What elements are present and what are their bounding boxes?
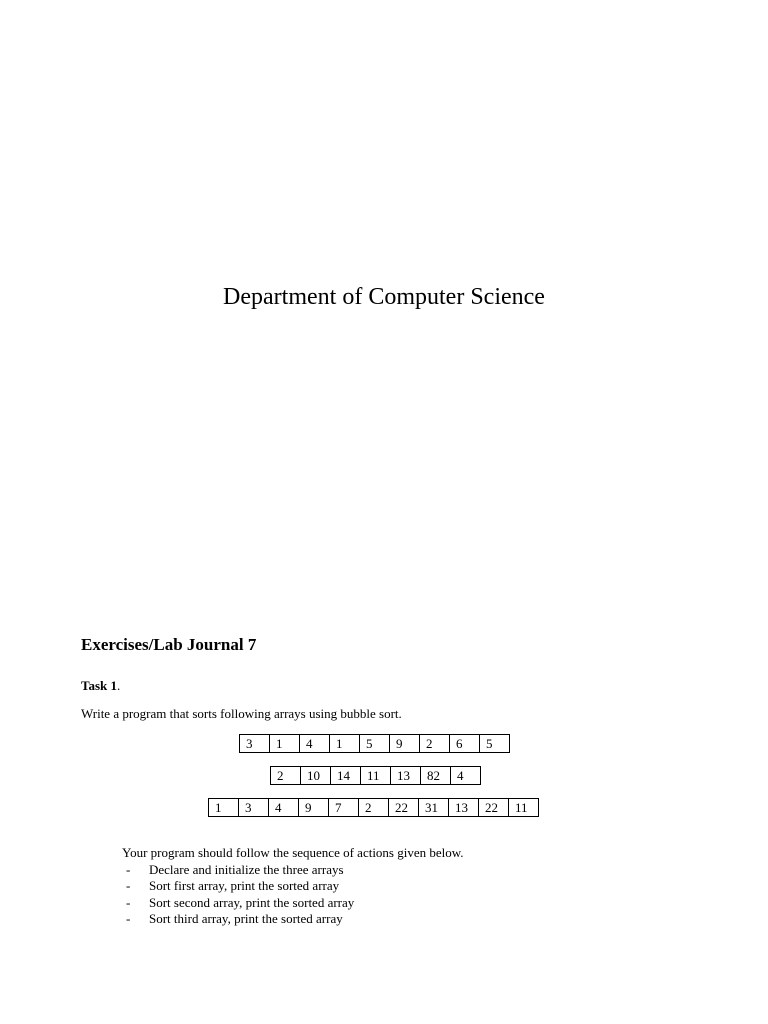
page-title: Department of Computer Science [223, 284, 545, 310]
instruction-step [126, 911, 464, 928]
array-cell: 6 [449, 734, 480, 753]
array-cell: 11 [508, 798, 539, 817]
array-cell: 3 [238, 798, 269, 817]
array-cell: 4 [450, 766, 481, 785]
array-cell: 82 [420, 766, 451, 785]
array-cell: 9 [298, 798, 329, 817]
array-table-3 [208, 798, 539, 817]
task-label [81, 677, 120, 695]
array-cell: 2 [419, 734, 450, 753]
array-cell: 4 [299, 734, 330, 753]
array-cell: 1 [329, 734, 360, 753]
instruction-step [126, 895, 464, 912]
instruction-step [126, 862, 464, 879]
array-cell: 3 [239, 734, 270, 753]
array-cell: 1 [208, 798, 239, 817]
array-cell: 5 [479, 734, 510, 753]
array-cell: 9 [389, 734, 420, 753]
instructions-intro: Your program should follow the sequence of actions given below. [122, 845, 464, 860]
array-cell: 2 [358, 798, 389, 817]
array-cell: 11 [360, 766, 391, 785]
array-table-2 [270, 766, 481, 785]
bullet-dash: - [126, 911, 131, 926]
array-cell: 10 [300, 766, 331, 785]
array-cell: 31 [418, 798, 449, 817]
array-cell: 1 [269, 734, 300, 753]
array-cell: 5 [359, 734, 390, 753]
array-cell: 2 [270, 766, 301, 785]
instruction-step-text: Sort second array, print the sorted array [149, 894, 355, 910]
array-cell: 22 [478, 798, 509, 817]
instructions [122, 845, 464, 928]
task-label-text: Task 1 [81, 678, 118, 693]
bullet-dash: - [126, 894, 131, 910]
section-heading: Exercises/Lab Journal 7 [81, 635, 257, 654]
array-cell: 13 [448, 798, 479, 817]
bullet-dash: - [126, 878, 131, 893]
bullet-dash: - [126, 861, 131, 877]
array-cell: 4 [268, 798, 299, 817]
array-cell: 13 [390, 766, 421, 785]
array-cell: 22 [388, 798, 419, 817]
task-description: Write a program that sorts following arrays using bubble sort. [81, 706, 402, 721]
instruction-step [126, 878, 464, 895]
array-cell: 7 [328, 798, 359, 817]
task-label-suffix: . [117, 678, 121, 693]
array-cell: 14 [330, 766, 361, 785]
instruction-step-text: Declare and initialize the three arrays [149, 861, 344, 877]
instruction-step-text: Sort third array, print the sorted array [149, 911, 343, 926]
instruction-step-text: Sort first array, print the sorted array [149, 878, 340, 893]
array-table-1 [239, 734, 510, 753]
